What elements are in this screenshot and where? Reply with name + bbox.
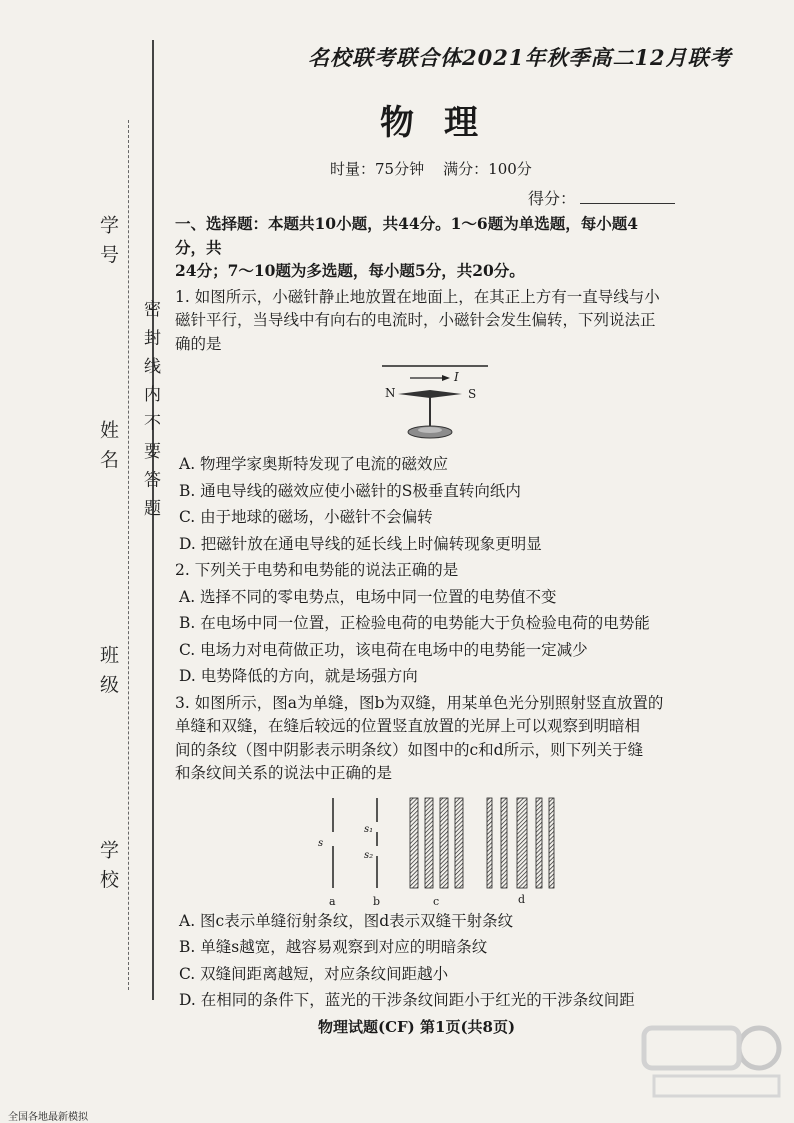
fig-a-label: a xyxy=(329,894,336,908)
q3-option-d: D. 在相同的条件下，蓝光的干涉条纹间距小于红光的干涉条纹间距 xyxy=(179,991,635,1009)
slit-s-label: s xyxy=(318,837,324,849)
slit-fringe-figure xyxy=(315,794,555,908)
margin-class-label: 班 级 xyxy=(97,645,119,696)
slit-s1-label: s₁ xyxy=(364,823,374,835)
q3-option-a: A. 图c表示单缝衍射条纹，图d表示双缝干射条纹 xyxy=(179,911,514,930)
question-2: 2. 下列关于电势和电势能的说法正确的是 A. 选择不同的零电势点，电场中同一位置的电势值不变 B. 在电场中同一位置，正检验电荷的电势能大于负检验电荷的电势能 C. 电场力对电荷做正功，该电荷在电场中的电势能一定减少 D. 电势降低的方向，就是场强方向 xyxy=(175,559,665,689)
fig-d-label: d xyxy=(518,892,526,906)
slit-s2-label: s₂ xyxy=(364,849,374,861)
fig-c-label: c xyxy=(433,894,440,908)
q2-option-a: A. 选择不同的零电势点，电场中同一位置的电势值不变 xyxy=(179,587,557,606)
question-content xyxy=(175,212,665,1013)
full-score-label: 满分：100分 xyxy=(443,160,532,178)
q1-option-a: A. 物理学家奥斯特发现了电流的磁效应 xyxy=(179,455,449,473)
exam-title: 名校联考联合体2021年秋季高二12月联考 xyxy=(308,45,732,70)
watermark-logo xyxy=(634,1008,784,1103)
margin-name-label: 姓 名 xyxy=(97,420,119,471)
q1-option-b: B. 通电导线的磁效应使小磁针的S极垂直转向纸内 xyxy=(179,481,521,500)
q3-option-b: B. 单缝s越宽，越容易观察到对应的明暗条纹 xyxy=(179,938,488,956)
fig-b-label: b xyxy=(373,894,381,908)
question-1: 1. 如图所示，小磁针静止地放置在地面上，在其正上方有一直导线与小 磁针平行，当导线中有向右的电流时，小磁针会发生偏转，下列说法正 确的是 N S I A. 物理学家奥斯特发现了电流的磁效应 B. 通电导线的磁效应使小磁针的S极垂直转向纸内 C. 由于地球的磁场，小磁针不会偏转 D. 把磁针放在通电导线的延长线上时偏转现象更明显 xyxy=(175,286,665,557)
q2-option-b: B. 在电场中同一位置，正检验电荷的电势能大于负检验电荷的电势能 xyxy=(179,614,650,632)
margin-school-label: 学 校 xyxy=(97,840,119,891)
score-label: 得分： xyxy=(528,189,577,208)
time-label: 时量：75分钟 xyxy=(330,160,425,178)
page-footer: 物理试题(CF) 第1页(共8页) xyxy=(318,1018,516,1036)
binding-line xyxy=(152,40,154,1000)
q1-option-d: D. 把磁针放在通电导线的延长线上时偏转现象更明显 xyxy=(179,534,542,553)
current-label: I xyxy=(454,370,459,384)
q2-option-d: D. 电势降低的方向，就是场强方向 xyxy=(179,667,418,685)
q2-option-c: C. 电场力对电荷做正功，该电荷在电场中的电势能一定减少 xyxy=(179,640,588,659)
corner-watermark-text: 全国各地最新模拟 xyxy=(8,1112,88,1123)
seal-dashed-line xyxy=(128,120,130,990)
south-pole-label: S xyxy=(468,387,477,401)
subject-title: 物理 xyxy=(380,103,508,143)
compass-wire-figure xyxy=(380,356,500,450)
q1-option-c: C. 由于地球的磁场，小磁针不会偏转 xyxy=(179,508,433,526)
exam-meta xyxy=(330,158,532,179)
section-heading: 一、选择题：本题共10小题，共44分。1～6题为单选题，每小题4分，共 24分；7～10题为多选题，每小题5分，共20分。 xyxy=(175,214,638,280)
question-3: 3. 如图所示，图a为单缝，图b为双缝，用某单色光分别照射竖直放置的 单缝和双缝，在缝后较远的位置竖直放置的光屏上可以观察到明暗相 间的条纹（图中阴影表示明条纹）如图中的c和d所示，则下列关于缝 和条纹间关系的说法中正确的是 s s₁ s₂ a b c d A. 图c表示单缝衍射条纹，图d表示双缝干射条纹 B. 单缝s越宽，越容易观察到对应的明暗条纹 C. 双缝间距离越短，对应条纹间距越小 D. 在相同的条件下，蓝光的干涉条纹间距小于红光的干涉条纹间距 xyxy=(175,692,665,1013)
q3-option-c: C. 双缝间距离越短，对应条纹间距越小 xyxy=(179,964,449,983)
seal-notice: 密 封 线 内 不 要 答 题 xyxy=(140,300,160,519)
north-pole-label: N xyxy=(385,386,396,400)
margin-number-label: 学 号 xyxy=(97,215,119,266)
score-field xyxy=(528,186,675,209)
score-blank[interactable] xyxy=(580,203,675,204)
